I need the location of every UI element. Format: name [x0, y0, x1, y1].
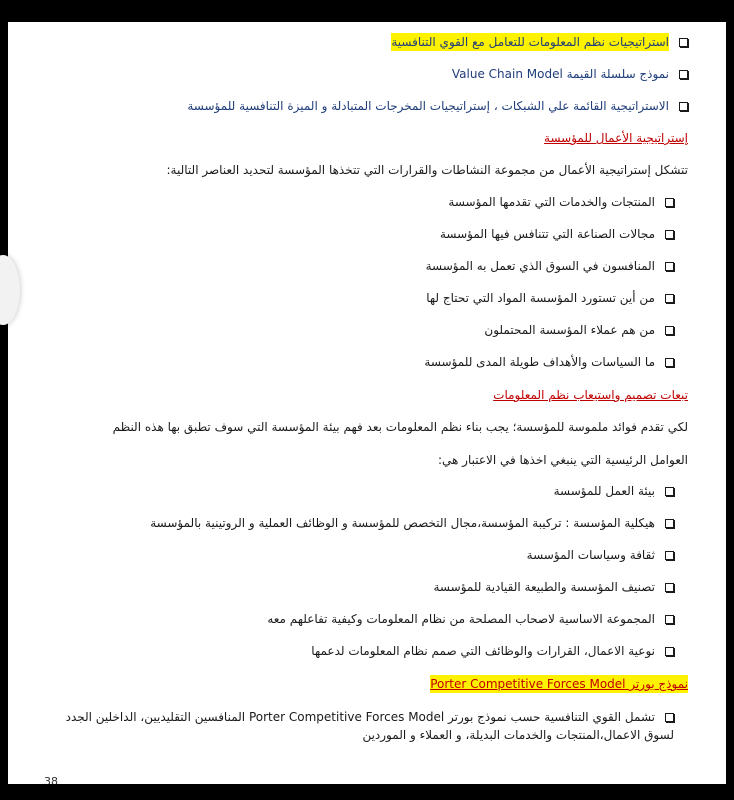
- bullet-text: من أين تستورد المؤسسة المواد التي تحتاج لها: [426, 291, 655, 305]
- bullet-text: المنتجات والخدمات التي تقدمها المؤسسة: [448, 195, 655, 209]
- bullet-text: المنافسون في السوق الذي تعمل به المؤسسة: [425, 259, 655, 273]
- checkbox-bullet-icon: [665, 519, 674, 528]
- window-bottom-bar: [0, 784, 734, 800]
- checkbox-bullet-icon: [665, 326, 674, 335]
- bullet-text: مجالات الصناعة التي تتنافس فيها المؤسسة: [439, 227, 655, 241]
- paragraph: تتشكل إستراتيجية الأعمال من مجموعة النشاطات والقرارات التي تتخذها المؤسسة لتحديد العناصر التالية:: [166, 163, 688, 177]
- bullet-text: نموذج سلسلة القيمة Value Chain Model: [451, 67, 669, 81]
- list-item: [554, 482, 674, 500]
- list-item: [452, 65, 688, 83]
- list-item: [150, 514, 674, 532]
- paragraph: لكي تقدم فوائد ملموسة للمؤسسة؛ يجب بناء نظم المعلومات بعد فهم بيئة المؤسسة التي سوف تطبق بها هذه النظم: [112, 420, 688, 434]
- bullet-text: من هم عملاء المؤسسة المحتملون: [484, 323, 655, 337]
- list-item: [64, 708, 674, 744]
- bullet-text: تصنيف المؤسسة والطبيعة القيادية للمؤسسة: [433, 580, 655, 594]
- window-left-border: [0, 0, 8, 800]
- window-top-bar: [0, 0, 734, 22]
- list-item: [448, 193, 674, 211]
- checkbox-bullet-icon: [665, 230, 674, 239]
- list-item: [426, 257, 674, 275]
- section-heading: إستراتيجية الأعمال للمؤسسة: [544, 131, 688, 145]
- list-item: [440, 225, 674, 243]
- document-page[interactable]: [8, 22, 726, 784]
- bullet-text: ما السياسات والأهداف طويلة المدى للمؤسسة: [424, 355, 655, 369]
- bullet-text: الاستراتيجية القائمة علي الشبكات ، إستراتيجيات المخرجات المتبادلة و الميزة التنافسية للمؤسسة: [187, 99, 669, 113]
- section-heading: [430, 675, 688, 693]
- checkbox-bullet-icon: [665, 487, 674, 496]
- checkbox-bullet-icon: [665, 615, 674, 624]
- bullet-text: بيئة العمل للمؤسسة: [553, 484, 655, 498]
- checkbox-bullet-icon: [679, 38, 688, 47]
- checkbox-bullet-icon: [665, 358, 674, 367]
- list-item: [267, 610, 674, 628]
- bullet-text: ثقافة وسياسات المؤسسة: [526, 548, 655, 562]
- section-heading: تبعات تصميم واستيعاب نظم المعلومات: [493, 388, 688, 402]
- bullet-text: تشمل القوي التنافسية حسب نموذج بورتر Porter Competitive Forces Model المنافسين التقليديين، الداخلين الجدد لسوق الاعمال،المنتجات والخدمات البديلة، و العملاء و الموردين: [65, 710, 674, 742]
- list-item: [391, 33, 688, 51]
- list-item: [426, 289, 674, 307]
- checkbox-bullet-icon: [665, 551, 674, 560]
- window-right-border: [726, 0, 734, 800]
- checkbox-bullet-icon: [665, 647, 674, 656]
- checkbox-bullet-icon: [679, 102, 688, 111]
- list-item: [484, 321, 674, 339]
- bullet-text: نوعية الاعمال، القرارات والوظائف التي صمم نظام المعلومات لدعمها: [311, 644, 655, 658]
- bullet-text: استراتيجيات نظم المعلومات للتعامل مع القوي التنافسية: [391, 35, 669, 49]
- list-item: [311, 642, 674, 660]
- page-number: 38: [44, 775, 58, 784]
- bullet-text: المجموعة الاساسية لاصحاب المصلحة من نظام المعلومات وكيفية تفاعلهم معه: [267, 612, 655, 626]
- heading-text: نموذج بورتر Porter Competitive Forces Model: [430, 677, 688, 691]
- paragraph: العوامل الرئيسية التي ينبغي اخذها في الاعتبار هي:: [437, 453, 688, 467]
- bullet-text: هيكلية المؤسسة : تركيبة المؤسسة،مجال التخصص للمؤسسة و الوظائف العملية و الروتينية بالمؤسسة: [150, 516, 655, 530]
- checkbox-bullet-icon: [665, 713, 674, 722]
- checkbox-bullet-icon: [679, 70, 688, 79]
- checkbox-bullet-icon: [665, 198, 674, 207]
- list-item: [187, 97, 688, 115]
- checkbox-bullet-icon: [665, 262, 674, 271]
- checkbox-bullet-icon: [665, 294, 674, 303]
- list-item: [434, 578, 675, 596]
- list-item: [424, 353, 674, 371]
- list-item: [527, 546, 674, 564]
- checkbox-bullet-icon: [665, 583, 674, 592]
